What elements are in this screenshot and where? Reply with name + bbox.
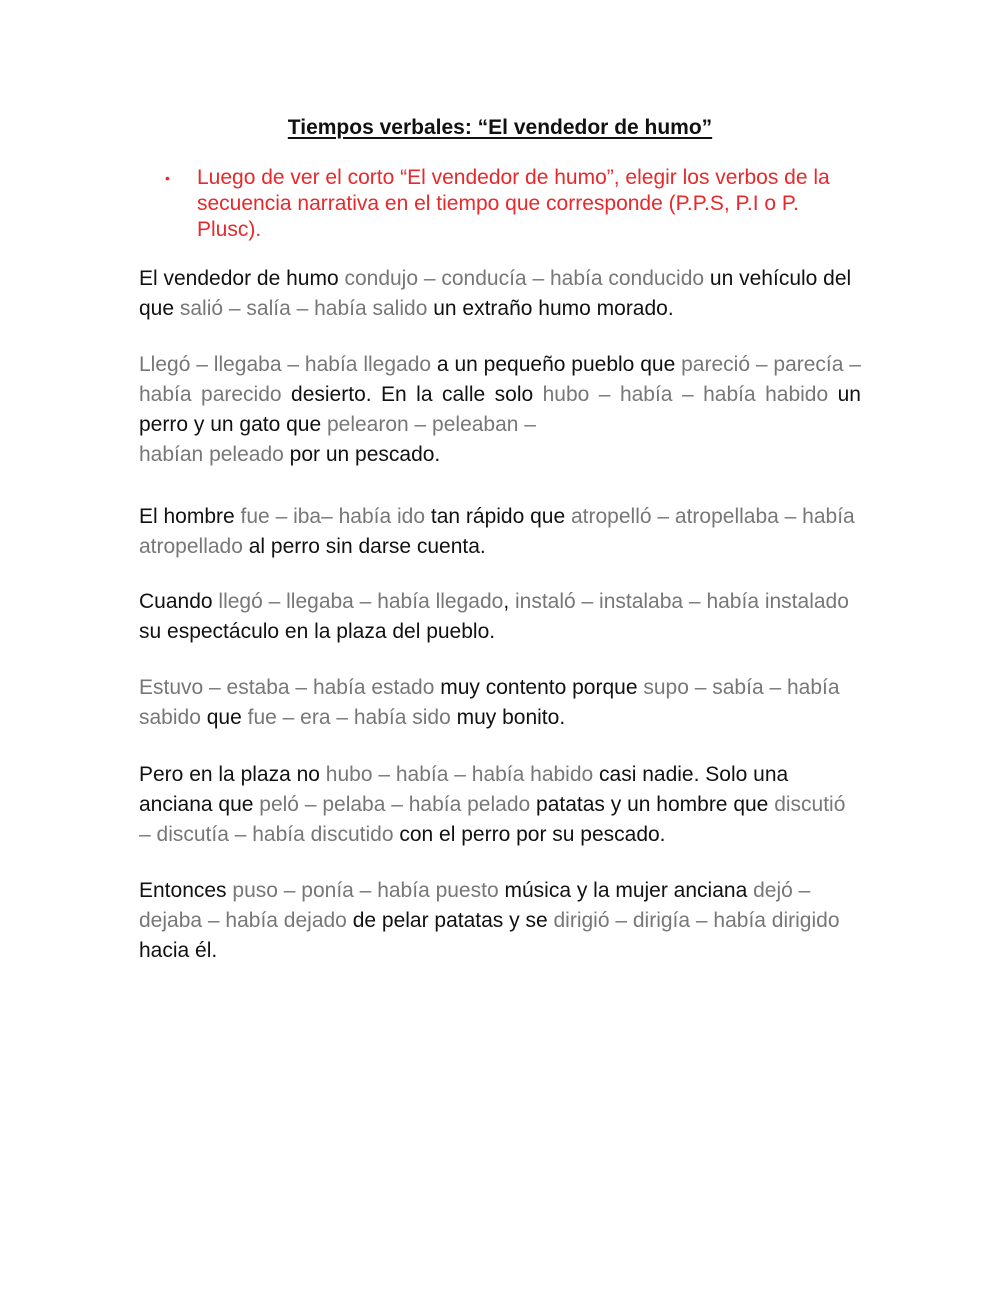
verb-options[interactable]: Estuvo – estaba – había estado xyxy=(139,676,435,699)
verb-options[interactable]: peló – pelaba – había pelado xyxy=(259,793,531,816)
narrative-text: muy bonito. xyxy=(450,706,566,729)
verb-options[interactable]: puso – ponía – había puesto xyxy=(232,879,499,902)
verb-options[interactable]: hubo – había – había habido xyxy=(325,763,594,786)
verb-options[interactable]: atropelló – atropellaba – había atropellado xyxy=(139,505,855,558)
narrative-text: música y la mujer anciana xyxy=(498,879,754,902)
narrative-text: , xyxy=(503,590,515,613)
paragraph-6 xyxy=(139,760,861,850)
narrative-text: hacia él. xyxy=(139,939,218,962)
narrative-text: Entonces xyxy=(139,879,233,902)
verb-options[interactable]: llegó – llegaba – había llegado xyxy=(218,590,504,613)
paragraph-5 xyxy=(139,673,861,733)
verb-options[interactable]: fue – iba– había ido xyxy=(240,505,426,528)
paragraph-2 xyxy=(139,350,861,470)
verb-options[interactable]: salió – salía – había salido xyxy=(179,297,428,320)
narrative-text: muy contento porque xyxy=(434,676,644,699)
narrative-text: de pelar patatas y se xyxy=(346,909,554,932)
narrative-text: un perro y un gato que xyxy=(139,383,861,436)
verb-options[interactable]: discutió – discutía – había discutido xyxy=(139,793,846,846)
verb-options[interactable]: fue – era – había sido xyxy=(247,706,451,729)
narrative-text: desierto. En la calle solo xyxy=(281,383,543,406)
page-title: Tiempos verbales: “El vendedor de humo” xyxy=(287,116,713,139)
narrative-text: un vehículo del que xyxy=(139,267,852,320)
narrative-text: su espectáculo en la plaza del pueblo. xyxy=(139,620,496,643)
narrative-text: tan rápido que xyxy=(425,505,571,528)
narrative-text: con el perro por su pescado. xyxy=(393,823,666,846)
verb-options[interactable]: habían peleado xyxy=(139,443,284,466)
narrative-text: casi nadie. Solo una anciana que xyxy=(139,763,789,816)
verb-options[interactable]: supo – sabía – había sabido xyxy=(139,676,840,729)
verb-options[interactable]: pelearon – peleaban – xyxy=(326,413,536,436)
paragraph-4 xyxy=(139,587,861,647)
paragraph-3 xyxy=(139,502,861,562)
narrative-text: Cuando xyxy=(139,590,219,613)
narrative-text: patatas y un hombre que xyxy=(530,793,775,816)
bullet-icon: • xyxy=(165,170,170,186)
instruction-text: Luego de ver el corto “El vendedor de humo”, elegir los verbos de la secuencia narrativa en el tiempo que corresponde (P.P.S, P.I o P. Plusc). xyxy=(197,166,830,241)
instruction-list-item xyxy=(165,165,858,243)
verb-options[interactable]: dejó – dejaba – había dejado xyxy=(139,879,811,932)
narrative-text: por un pescado. xyxy=(283,443,441,466)
verb-options[interactable]: hubo – había – había habido xyxy=(542,383,829,406)
narrative-text: El vendedor de humo xyxy=(139,267,345,290)
paragraph-7 xyxy=(139,876,861,966)
verb-options[interactable]: Llegó – llegaba – había llegado xyxy=(139,353,432,376)
narrative-text: un extraño humo morado. xyxy=(427,297,674,320)
verb-options[interactable]: pareció – parecía – había parecido xyxy=(139,353,861,406)
verb-options[interactable]: condujo – conducía – había conducido xyxy=(344,267,705,290)
verb-options[interactable]: dirigió – dirigía – había dirigido xyxy=(553,909,840,932)
narrative-text: Pero en la plaza no xyxy=(139,763,326,786)
narrative-text: a un pequeño pueblo que xyxy=(431,353,682,376)
narrative-text: al perro sin darse cuenta. xyxy=(242,535,486,558)
narrative-text: El hombre xyxy=(139,505,241,528)
paragraph-1 xyxy=(139,264,861,324)
narrative-text: que xyxy=(200,706,248,729)
verb-options[interactable]: instaló – instalaba – había instalado xyxy=(514,590,849,613)
